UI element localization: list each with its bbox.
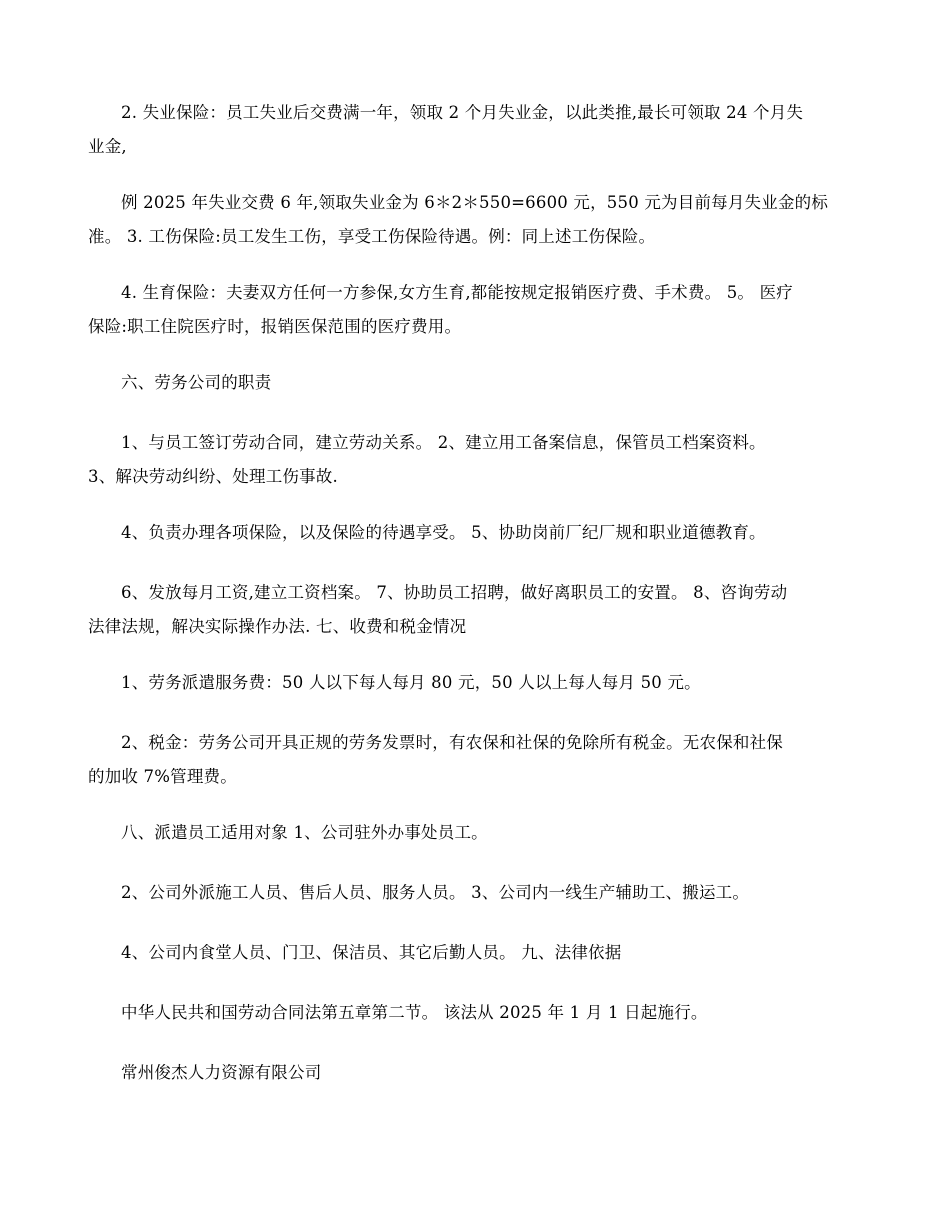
paragraph-line: 常州俊杰人力资源有限公司	[121, 1063, 322, 1082]
paragraph-line: 2、税金：劳务公司开具正规的劳务发票时，有农保和社保的免除所有税金。无农保和社保	[121, 733, 783, 752]
paragraph-line: 中华人民共和国劳动合同法第五章第二节。 该法从 2025 年 1 月 1 日起施行。	[121, 1003, 708, 1022]
paragraph-duties-3	[88, 576, 864, 644]
paragraph-service-fee	[88, 666, 864, 700]
paragraph-maternity-insurance	[88, 276, 864, 344]
paragraph-unemployment-example	[88, 186, 864, 254]
paragraph-line: 1、劳务派遣服务费：50 人以下每人每月 80 元，50 人以上每人每月 50 元。	[121, 673, 701, 692]
paragraph-line: 例 2025 年失业交费 6 年,领取失业金为 6＊2＊550=6600 元，550 元为目前每月失业金的标	[121, 193, 829, 212]
paragraph-line: 的加收 7%管理费。	[88, 767, 237, 786]
paragraph-line: 准。 3. 工伤保险:员工发生工伤，享受工伤保险待遇。例：同上述工伤保险。	[88, 227, 656, 246]
paragraph-duties-2	[88, 516, 864, 550]
document-body	[88, 96, 864, 1116]
paragraph-duties-1	[88, 426, 864, 494]
paragraph-line: 业金,	[88, 137, 127, 156]
paragraph-dispatch-scope-2	[88, 876, 864, 910]
paragraph-line: 1、与员工签订劳动合同，建立劳动关系。 2、建立用工备案信息，保管员工档案资料。	[121, 433, 766, 452]
paragraph-unemployment-insurance	[88, 96, 864, 164]
paragraph-line: 八、派遣员工适用对象 1、公司驻外办事处员工。	[121, 823, 488, 842]
paragraph-line: 法律法规，解决实际操作办法. 七、收费和税金情况	[88, 617, 467, 636]
paragraph-line: 4. 生育保险：夫妻双方任何一方参保,女方生育,都能按规定报销医疗费、手术费。 5。 医疗	[121, 283, 793, 302]
paragraph-line: 六、劳务公司的职责	[121, 373, 272, 392]
paragraph-dispatch-scope-3	[88, 936, 864, 970]
paragraph-legal-basis	[88, 996, 864, 1030]
paragraph-line: 4、公司内食堂人员、门卫、保洁员、其它后勤人员。 九、法律依据	[121, 943, 622, 962]
section-heading-company-duties	[88, 366, 864, 400]
company-signature	[88, 1056, 864, 1090]
paragraph-line: 2. 失业保险：员工失业后交费满一年，领取 2 个月失业金，以此类推,最长可领取 24 个月失	[121, 103, 804, 122]
paragraph-line: 2、公司外派施工人员、售后人员、服务人员。 3、公司内一线生产辅助工、搬运工。	[121, 883, 750, 902]
paragraph-tax	[88, 726, 864, 794]
paragraph-line: 6、发放每月工资,建立工资档案。 7、协助员工招聘，做好离职员工的安置。 8、咨询劳动	[121, 583, 788, 602]
section-heading-dispatch-scope	[88, 816, 864, 850]
paragraph-line: 4、负责办理各项保险，以及保险的待遇享受。 5、协助岗前厂纪厂规和职业道德教育。	[121, 523, 766, 542]
paragraph-line: 保险:职工住院医疗时，报销医保范围的医疗费用。	[88, 317, 462, 336]
paragraph-line: 3、解决劳动纠纷、处理工伤事故.	[88, 467, 338, 486]
